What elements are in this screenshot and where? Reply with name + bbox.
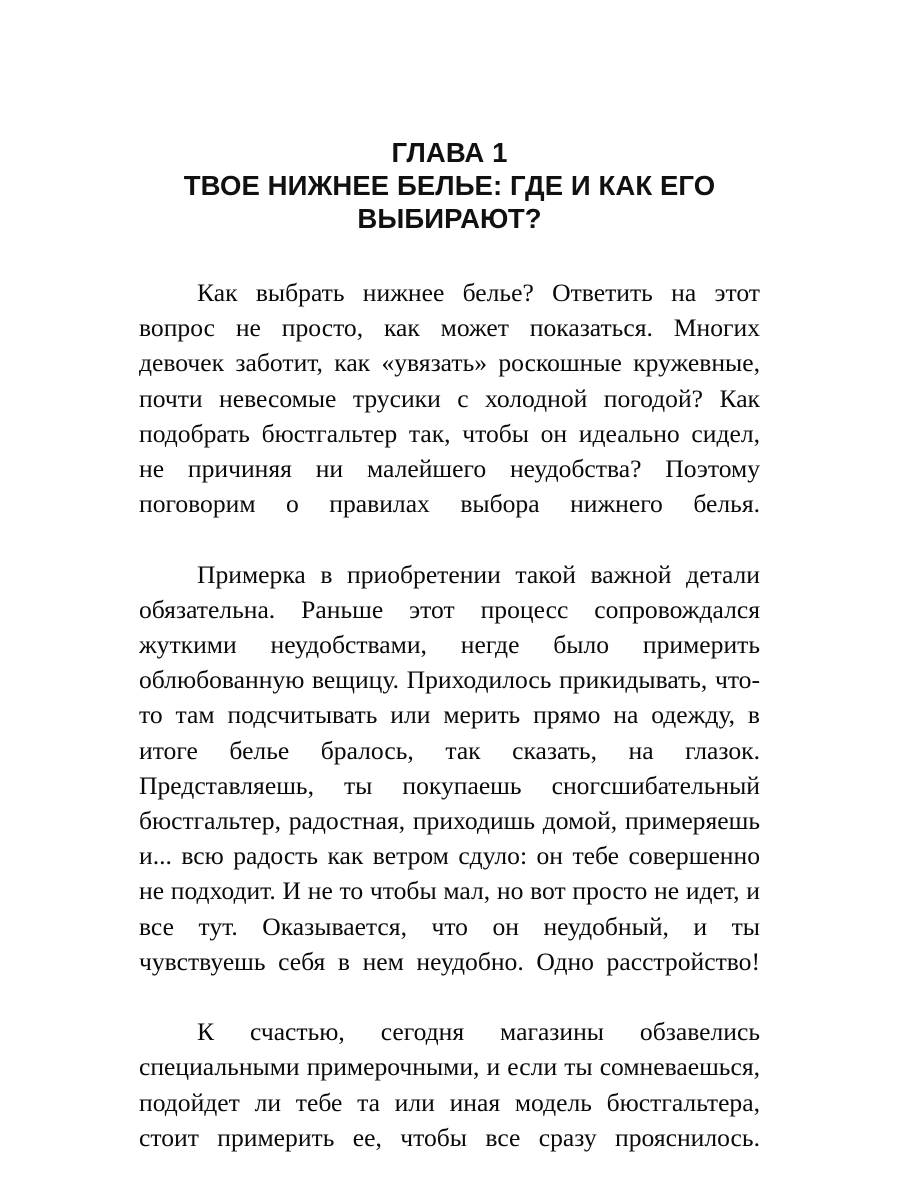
paragraph: К счастью, сегодня магазины обзавелись специальными примерочными, и если ты сомневаешься, подойдет ли тебе та или иная модель бюстгальтера, стоит примерить ее, чтобы все сразу прояснилось. (139, 1017, 760, 1152)
paragraph: Примерка в приобретении такой важной детали обязательна. Раньше этот процесс сопровождался жуткими неудобствами, негде было примерить облюбованную вещицу. Приходилось прикидывать, что-то там подсчитывать или мерить прямо на одежду, в итоге белье бралось, так сказать, на глазок. Представляешь, ты покупаешь сногсшибательный бюстгальтер, радостная, приходишь домой, примеряешь и... всю радость как ветром сдуло: он тебе совершенно не подходит. И не то чтобы мал, но вот просто не идет, и все тут. Оказывается, что он неудобный, и ты чувствуешь себя в нем неудобно. Одно расстройство! (139, 559, 760, 976)
text-column (139, 136, 760, 1190)
chapter-number-label: ГЛАВА 1 (391, 137, 508, 168)
body-copy (139, 275, 760, 1190)
chapter-title-line-1: ТВОЕ НИЖНЕЕ БЕЛЬЕ: ГДЕ И КАК ЕГО (183, 170, 716, 201)
chapter-title-line-2: ВЫБИРАЮТ? (357, 203, 542, 234)
chapter-heading (139, 136, 760, 235)
paragraph: Как выбрать нижнее белье? Ответить на этот вопрос не просто, как может показаться. Многих девочек заботит, как «увязать» роскошные кружевные, почти невесомые трусики с холодной погодой? Как подобрать бюстгальтер так, чтобы он идеально сидел, не причиняя ни малейшего неудобства? Поэтому поговорим о правилах выбора нижнего белья. (139, 278, 760, 519)
